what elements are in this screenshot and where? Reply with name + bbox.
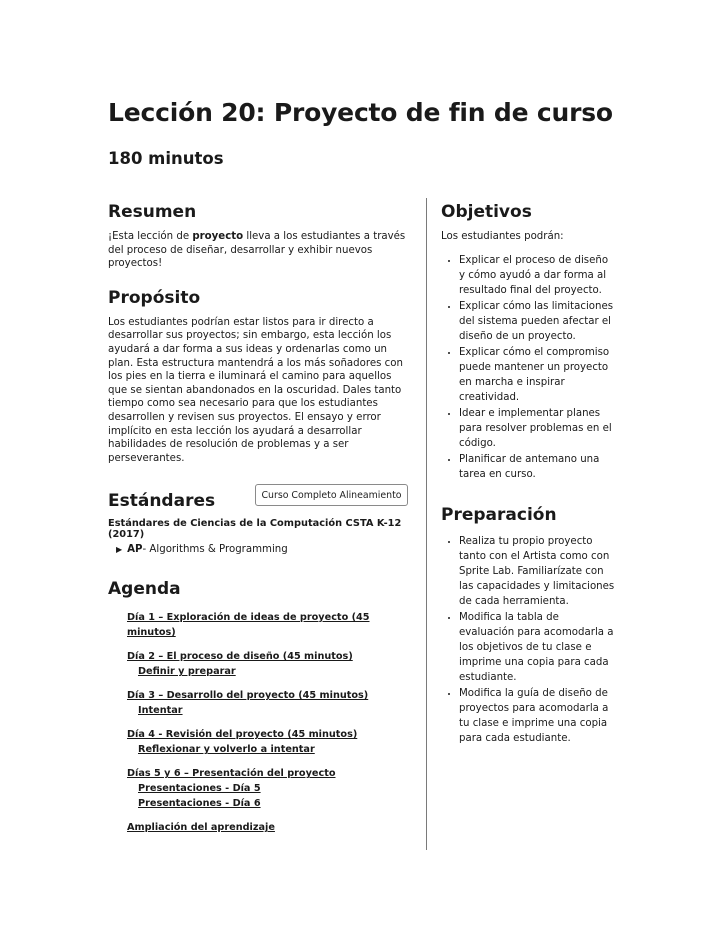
preparacion-section — [441, 505, 616, 746]
full-course-alignment-button[interactable]: Curso Completo Alineamiento — [255, 484, 408, 506]
agenda-group — [127, 688, 408, 718]
agenda-link-dia-1[interactable]: Día 1 – Exploración de ideas de proyecto (45 minutos) — [127, 612, 370, 639]
agenda-link-dias-5-6[interactable]: Días 5 y 6 – Presentación del proyecto — [127, 768, 336, 780]
expand-triangle-icon[interactable]: ▶ — [116, 545, 123, 555]
preparacion-item: • Realiza tu propio proyecto tanto con el Artista como con Sprite Lab. Familiarízate con las capacidades y limitaciones de cada herramienta. — [459, 534, 616, 609]
preparacion-item: • Modifica la guía de diseño de proyectos para acomodarla a tu clase e imprime una copia para cada estudiante. — [459, 686, 616, 746]
objetivos-list — [441, 253, 616, 482]
agenda-group — [127, 649, 408, 679]
proposito-heading: Propósito — [108, 287, 201, 308]
agenda-section — [108, 579, 408, 835]
objetivo-item: • Idear e implementar planes para resolver problemas en el código. — [459, 406, 616, 451]
agenda-link-dia-3[interactable]: Día 3 – Desarrollo del proyecto (45 minutos) — [127, 690, 369, 702]
agenda-heading: Agenda — [108, 579, 181, 600]
agenda-sublink-definir[interactable]: Definir y preparar — [138, 666, 236, 678]
standard-code: AP — [127, 544, 143, 556]
agenda-link-dia-4[interactable]: Día 4 - Revisión del proyecto (45 minutos) — [127, 729, 358, 741]
resumen-section — [108, 202, 408, 271]
estandares-heading: Estándares — [108, 491, 216, 512]
agenda-group — [127, 820, 408, 835]
preparacion-list — [441, 534, 616, 746]
estandares-section — [108, 491, 408, 557]
agenda-sublink-intentar[interactable]: Intentar — [138, 705, 183, 717]
resumen-text — [108, 230, 408, 271]
objetivos-intro: Los estudiantes podrán: — [441, 231, 564, 242]
objetivos-section — [441, 202, 616, 482]
preparacion-heading: Preparación — [441, 504, 557, 525]
estandares-header — [108, 491, 408, 511]
agenda-sublink-reflexionar[interactable]: Reflexionar y volverlo a intentar — [138, 744, 315, 756]
agenda-link-dia-2[interactable]: Día 2 – El proceso de diseño (45 minutos) — [127, 651, 353, 663]
agenda-group — [127, 610, 408, 640]
objetivo-item: • Explicar cómo el compromiso puede mantener un proyecto en marcha e inspirar creatividad. — [459, 345, 616, 405]
agenda-sublink-presentaciones-5[interactable]: Presentaciones - Día 5 — [138, 783, 261, 795]
lesson-duration: 180 minutos — [108, 149, 224, 168]
left-column — [108, 202, 408, 844]
column-divider — [426, 198, 427, 850]
agenda-list — [108, 610, 408, 835]
resumen-text-bold: proyecto — [192, 231, 244, 242]
objetivos-heading: Objetivos — [441, 202, 532, 222]
objetivo-item: • Explicar el proceso de diseño y cómo ayudó a dar forma al resultado final del proyecto. — [459, 253, 616, 298]
objetivo-item: • Planificar de antemano una tarea en curso. — [459, 452, 616, 482]
resumen-text-pre: ¡Esta lección de — [108, 231, 193, 242]
standard-item-ap[interactable] — [108, 543, 408, 557]
preparacion-item: • Modifica la tabla de evaluación para acomodarla a los objetivos de tu clase e imprime una copia para cada estudiante. — [459, 610, 616, 685]
resumen-heading: Resumen — [108, 202, 197, 222]
proposito-section — [108, 288, 408, 466]
objetivo-item: • Explicar cómo las limitaciones del sistema pueden afectar el diseño de un proyecto. — [459, 299, 616, 344]
standard-name: - Algorithms & Programming — [142, 544, 288, 556]
standards-framework: Estándares de Ciencias de la Computación CSTA K-12 (2017) — [108, 518, 402, 541]
right-column — [441, 202, 616, 747]
agenda-group — [127, 727, 408, 757]
proposito-text: Los estudiantes podrían estar listos para ir directo a desarrollar sus proyectos; sin embargo, esta lección los ayudará a dar forma a sus ideas y ordenarlas como un plan. Esta estructura mantendrá a los más soñadores con los pies en la tierra e iluminará el camino para aquellos que se sientan abandonados en la oscuridad. Dales tanto tiempo como sea necesario para que los estudiantes desarrollen y revisen sus proyectos. El ensayo y error implícito en esta lección los ayudará a desarrollar habilidades de resolución de problemas y a ser perseverantes. — [108, 316, 403, 464]
agenda-link-ampliacion[interactable]: Ampliación del aprendizaje — [127, 822, 275, 834]
resumen-text-post: lleva a los estudiantes a través del proceso de diseñar, desarrollar y exhibir nuevos proyectos! — [108, 231, 406, 270]
agenda-group — [127, 766, 408, 811]
agenda-sublink-presentaciones-6[interactable]: Presentaciones - Día 6 — [138, 798, 261, 810]
page-title: Lección 20: Proyecto de fin de curso — [108, 98, 613, 127]
